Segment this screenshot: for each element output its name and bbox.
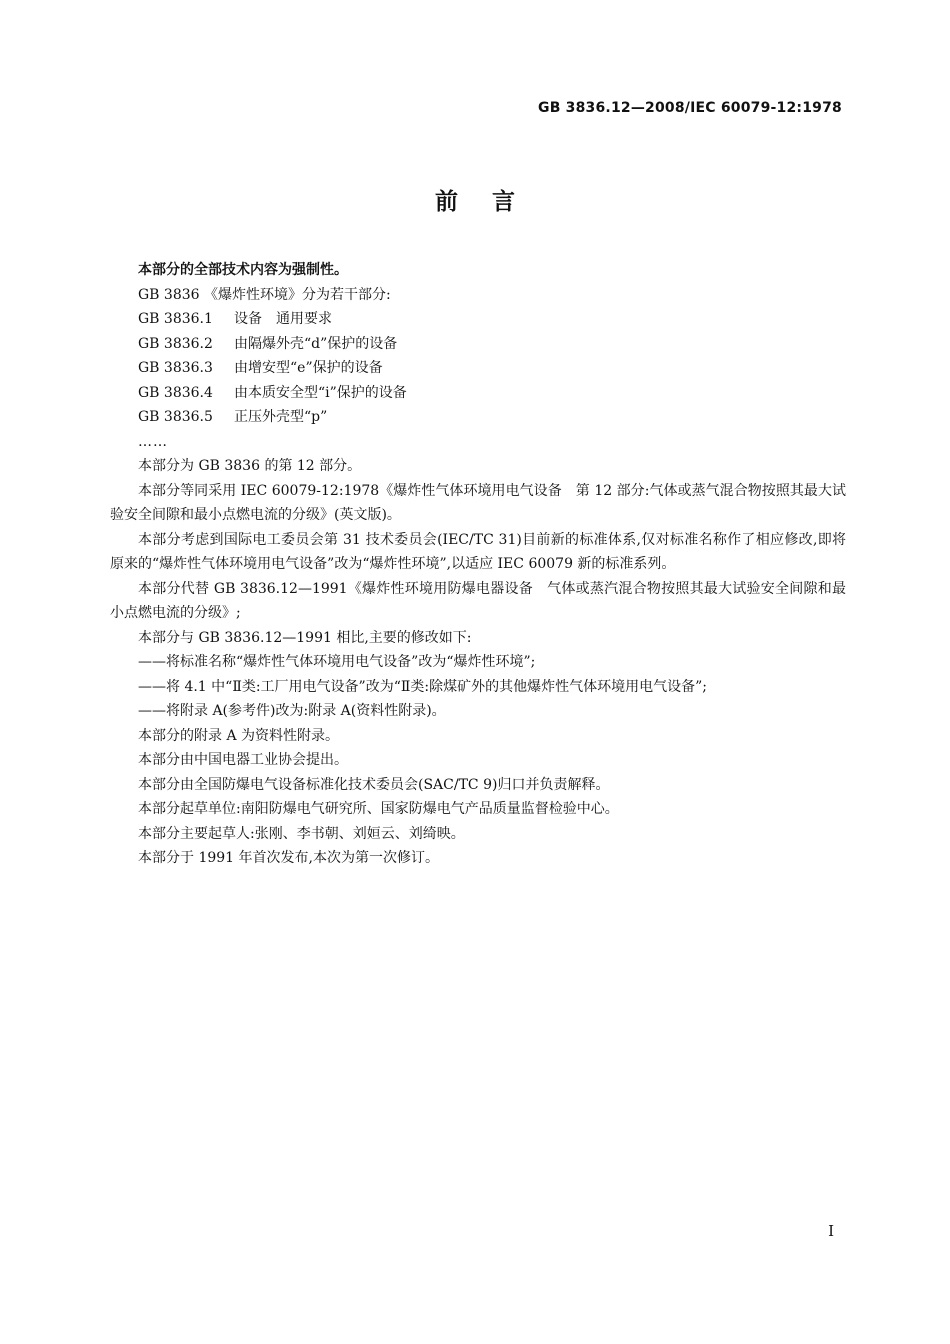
parts-list (110, 307, 846, 430)
list-item (110, 405, 846, 430)
part-code: GB 3836.4 (138, 384, 213, 401)
page-number: I (828, 1222, 834, 1240)
foreword-body (110, 258, 846, 871)
list-item (110, 381, 846, 406)
paragraph-changes-intro: 本部分与 GB 3836.12—1991 相比,主要的修改如下: (138, 629, 472, 646)
part-name: 正压外壳型“p” (234, 409, 328, 425)
paragraph-proposer: 本部分由中国电器工业协会提出。 (138, 752, 348, 768)
part-name: 由本质安全型“i”保护的设备 (234, 384, 407, 401)
paragraph-drafters: 本部分主要起草人:张刚、李书朝、刘姮云、刘绮映。 (138, 825, 465, 842)
paragraph-annex: 本部分的附录 A 为资料性附录。 (138, 727, 340, 744)
paragraph-drafting-units: 本部分起草单位:南阳防爆电气研究所、国家防爆电气产品质量监督检验中心。 (138, 801, 619, 817)
list-ellipsis: …… (138, 433, 168, 450)
paragraph-part-number: 本部分为 GB 3836 的第 12 部分。 (138, 458, 362, 474)
part-code: GB 3836.5 (138, 409, 213, 425)
part-name: 由隔爆外壳“d”保护的设备 (234, 335, 398, 352)
paragraph-history: 本部分于 1991 年首次发布,本次为第一次修订。 (138, 850, 439, 866)
part-name: 由增安型“e”保护的设备 (234, 360, 383, 376)
mandatory-statement: 本部分的全部技术内容为强制性。 (138, 262, 348, 278)
part-name: 设备 通用要求 (234, 311, 332, 327)
page-title: 前言 (435, 189, 549, 215)
list-item (110, 307, 846, 332)
series-statement: GB 3836 《爆炸性环境》分为若干部分: (138, 286, 391, 303)
change-item: ——将附录 A(参考件)改为:附录 A(资料性附录)。 (138, 703, 446, 719)
list-item (110, 356, 846, 381)
paragraph-replaces: 本部分代替 GB 3836.12—1991《爆炸性环境用防爆电器设备 气体或蒸汽混合物按照其最大试验安全间隙和最小点燃电流的分级》; (110, 580, 846, 621)
part-code: GB 3836.2 (138, 335, 213, 352)
list-item (110, 332, 846, 357)
change-item: ——将标准名称“爆炸性气体环境用电气设备”改为“爆炸性环境”; (138, 654, 536, 670)
part-code: GB 3836.1 (138, 311, 213, 327)
paragraph-adoption: 本部分等同采用 IEC 60079-12:1978《爆炸性气体环境用电气设备 第 12 部分:气体或蒸气混合物按照其最大试验安全间隙和最小点燃电流的分级》(英文版)。 (110, 482, 846, 523)
standard-number: GB 3836.12—2008/IEC 60079-12:1978 (538, 100, 842, 116)
change-item: ——将 4.1 中“Ⅱ类:工厂用电气设备”改为“Ⅱ类:除煤矿外的其他爆炸性气体环境用电气设备”; (138, 678, 707, 695)
paragraph-renaming: 本部分考虑到国际电工委员会第 31 技术委员会(IEC/TC 31)目前新的标准体系,仅对标准名称作了相应修改,即将原来的“爆炸性气体环境用电气设备”改为“爆炸性环境”,以适应 IEC 60079 新的标准系列。 (110, 531, 846, 572)
paragraph-committee: 本部分由全国防爆电气设备标准化技术委员会(SAC/TC 9)归口并负责解释。 (138, 776, 610, 793)
part-code: GB 3836.3 (138, 360, 213, 376)
